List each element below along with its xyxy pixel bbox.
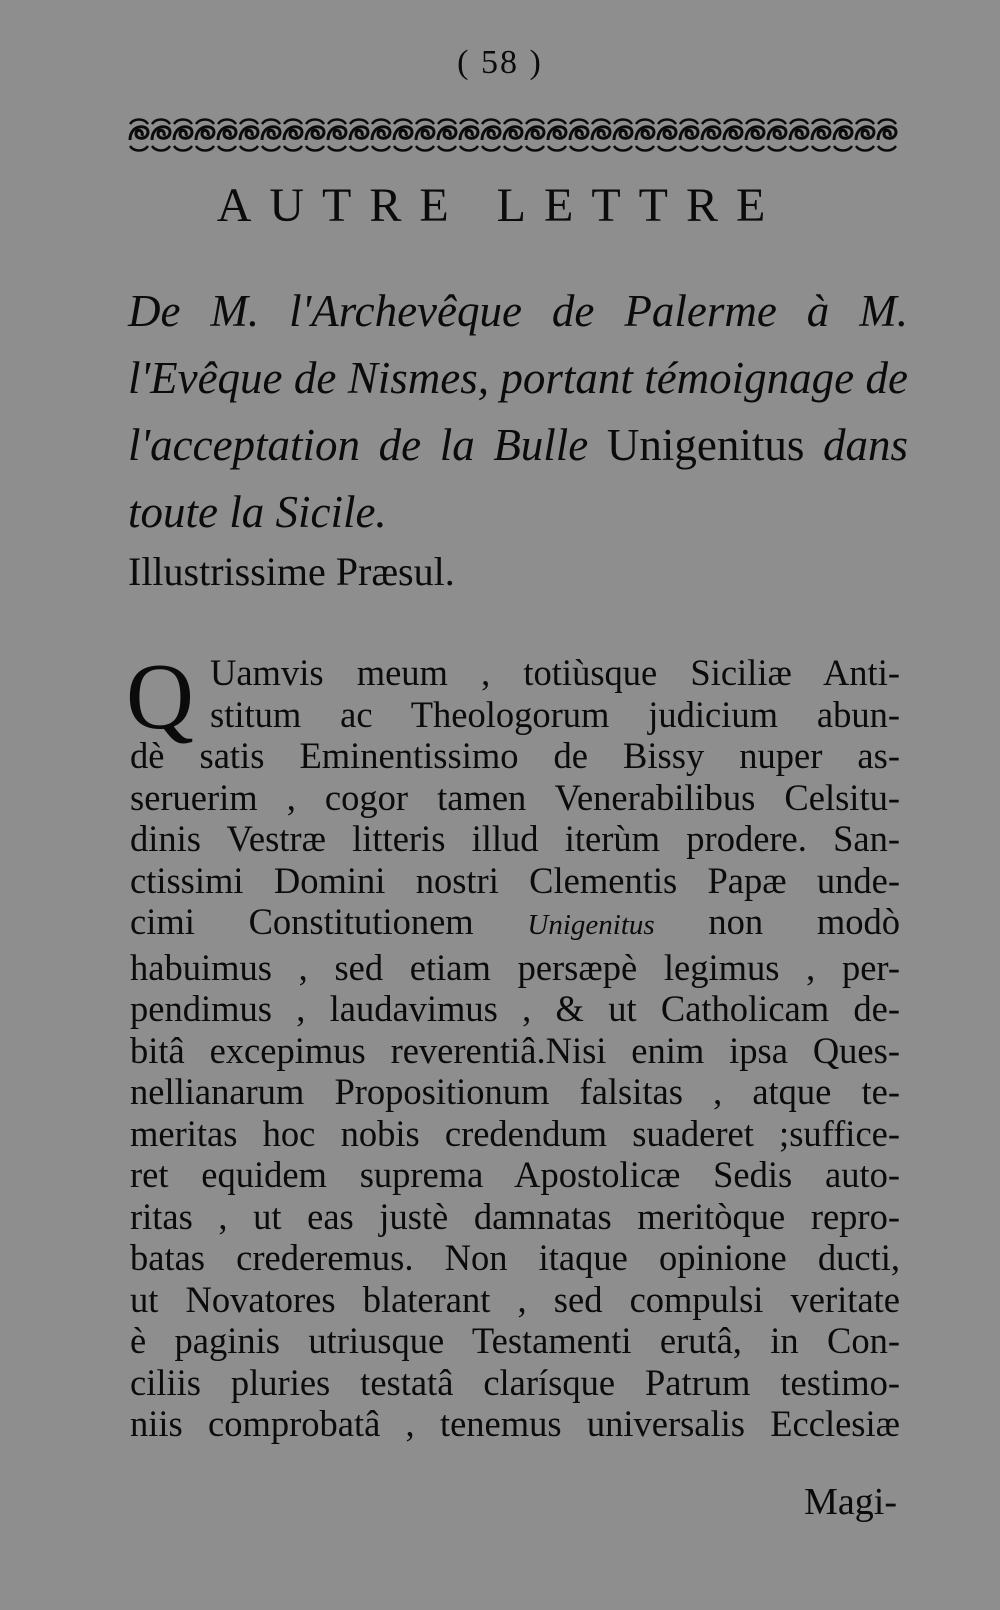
body-line: ciliis pluries testatâ clarísque Patrum testimo- <box>130 1361 900 1403</box>
letter-subtitle <box>128 278 908 546</box>
body-line: stitum ac Theologorum judicium abun- <box>210 693 900 735</box>
body-line: dinis Vestræ litteris illud iterùm prodere. San- <box>130 818 900 859</box>
drop-cap: Q <box>126 645 194 749</box>
body-fragment: non modò <box>708 901 901 942</box>
body-line: meritas hoc nobis credendum suaderet ;suffice- <box>130 1112 900 1154</box>
ornament-pattern <box>128 110 898 154</box>
body-line: bitâ excepimus reverentiâ.Nisi enim ipsa Ques- <box>130 1029 900 1071</box>
body-line: ut Novatores blaterant , sed compulsi veritate <box>130 1278 900 1320</box>
body-fragment: cimi Constitutionem <box>130 901 474 942</box>
body-line: niis comprobatâ , tenemus universalis Ecclesiæ <box>130 1403 900 1444</box>
body-line: batas crederemus. Non itaque opinione ducti, <box>130 1237 900 1278</box>
italic-unigenitus: Unigenitus <box>527 909 655 941</box>
ornamental-band <box>128 110 898 154</box>
body-line: seruerim , cogor tamen Venerabilibus Celsitu- <box>130 776 900 818</box>
bull-name: Unigenitus <box>606 420 805 470</box>
body-line: habuimus , sed etiam persæpè legimus , per- <box>130 946 900 988</box>
page-number: ( 58 ) <box>457 44 543 81</box>
salutation: Illustrissime Præsul. <box>128 549 455 594</box>
subtitle-text-end: dans toute la Sicile. <box>128 420 909 537</box>
letter-heading: AUTRE LETTRE <box>216 179 784 232</box>
letter-body <box>126 645 901 1445</box>
body-line: Uamvis meum , totiùsque Siciliæ Anti- <box>210 652 900 693</box>
catchword: Magi- <box>804 1481 897 1523</box>
body-line: è paginis utriusque Testamenti erutâ, in Con- <box>130 1320 900 1361</box>
body-line <box>130 901 900 947</box>
body-line: ritas , ut eas justè damnatas meritòque repro- <box>130 1195 900 1237</box>
body-line: ret equidem suprema Apostolicæ Sedis auto- <box>130 1154 900 1195</box>
body-line: dè satis Eminentissimo de Bissy nuper as- <box>130 735 900 776</box>
body-line: nellianarum Propositionum falsitas , atque te- <box>130 1071 900 1112</box>
body-line: pendimus , laudavimus , & ut Catholicam de- <box>130 988 900 1029</box>
subtitle-text: De M. l'Archevêque de Palerme à M. l'Evêque de Nismes, portant témoignage de l'acceptation de la Bulle <box>128 286 908 470</box>
body-line: ctissimi Domini nostri Clementis Papæ unde- <box>130 859 900 901</box>
